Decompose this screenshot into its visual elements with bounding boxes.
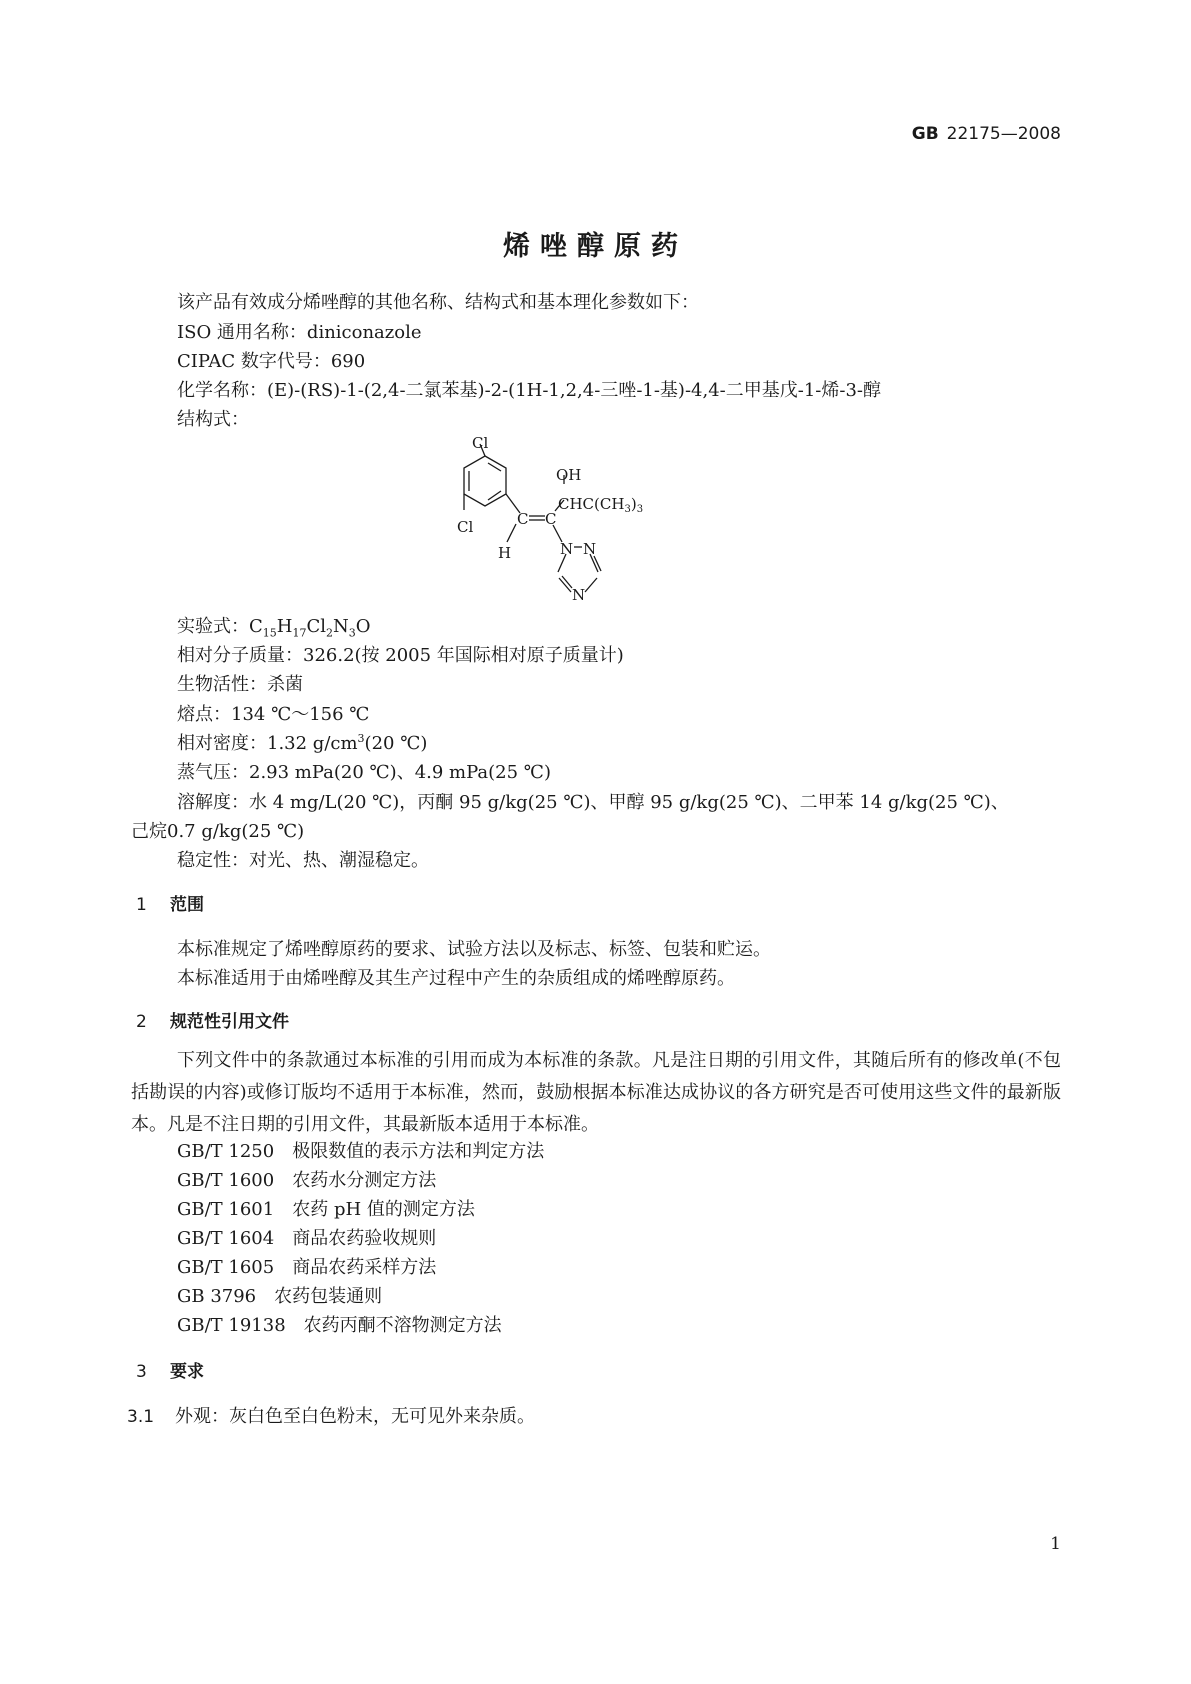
section-1-para-1: 本标准规定了烯唑醇原药的要求、试验方法以及标志、标签、包装和贮运。 — [177, 939, 771, 960]
vapor-pressure: 蒸气压：2.93 mPa(20 ℃)、4.9 mPa(25 ℃) — [177, 762, 551, 783]
molecular-mass: 相对分子质量：326.2(按 2005 年国际相对原子质量计) — [177, 645, 624, 666]
oh-label: OH — [556, 466, 582, 484]
reference-title: 农药 pH 值的测定方法 — [292, 1199, 475, 1220]
reference-title: 农药包装通则 — [274, 1286, 383, 1307]
reference-code: GB/T 1604 — [177, 1228, 275, 1249]
solubility-line-2: 己烷0.7 g/kg(25 ℃) — [131, 821, 305, 842]
triazole-n4-label: N — [572, 586, 586, 604]
clause-3-1: 3.1 外观：灰白色至白色粉末，无可见外来杂质。 — [127, 1406, 535, 1427]
h-label: H — [498, 544, 512, 562]
reference-title: 农药水分测定方法 — [292, 1170, 437, 1191]
stability: 稳定性：对光、热、潮湿稳定。 — [177, 850, 429, 871]
reference-item — [177, 1195, 475, 1221]
reference-title: 极限数值的表示方法和判定方法 — [292, 1141, 545, 1162]
reference-item — [177, 1137, 544, 1163]
reference-item — [177, 1282, 382, 1308]
standard-number: GB 22175—2008 — [911, 124, 1061, 144]
reference-item — [177, 1253, 436, 1279]
reference-code: GB/T 1605 — [177, 1257, 275, 1278]
reference-code: GB/T 1601 — [177, 1199, 275, 1220]
reference-code: GB/T 19138 — [177, 1315, 286, 1336]
structural-formula-figure — [440, 430, 700, 605]
structure-label: 结构式： — [177, 409, 249, 430]
chemical-name: 化学名称：(E)-(RS)-1-(2,4-二氯苯基)-2-(1H-1,2,4-三唑-1-基)-4,4-二甲基戊-1-烯-3-醇 — [177, 380, 881, 401]
formula-value: $C_{15}H_{17}Cl_2N_3O$ — [249, 616, 371, 640]
intro-lead: 该产品有效成分烯唑醇的其他名称、结构式和基本理化参数如下： — [177, 292, 699, 313]
solubility-line-1: 溶解度：水 4 mg/L(20 ℃)，丙酮 95 g/kg(25 ℃)、甲醇 95 g/kg(25 ℃)、二甲苯 14 g/kg(25 ℃)、 — [177, 792, 1009, 813]
section-2-paragraph: 下列文件中的条款通过本标准的引用而成为本标准的条款。凡是注日期的引用文件，其随后所有的修改单(不包括勘误的内容)或修订版均不适用于本标准，然而，鼓励根据本标准达成协议的各方研究是否可使用这些文件的最新版本。凡是不注日期的引用文件，其最新版本适用于本标准。 — [131, 1050, 1061, 1135]
iso-common-name: ISO 通用名称：diniconazole — [177, 322, 422, 343]
melting-point: 熔点：134 ℃～156 ℃ — [177, 704, 370, 725]
reference-title: 商品农药采样方法 — [292, 1257, 437, 1278]
triazole-n1-label: N — [560, 540, 574, 558]
cl-top-label: Cl — [472, 434, 489, 452]
reference-title: 商品农药验收规则 — [292, 1228, 437, 1249]
reference-code: GB/T 1600 — [177, 1170, 275, 1191]
reference-item — [177, 1166, 436, 1192]
document-title: 烯唑醇原药 — [503, 231, 688, 262]
reference-code: GB/T 1250 — [177, 1141, 275, 1162]
vinyl-c1-label: C — [517, 510, 529, 528]
vinyl-c2-label: C — [545, 510, 557, 528]
reference-item — [177, 1224, 436, 1250]
section-1-para-2: 本标准适用于由烯唑醇及其生产过程中产生的杂质组成的烯唑醇原药。 — [177, 968, 735, 989]
section-2-heading: 2 规范性引用文件 — [136, 1012, 289, 1032]
tert-butyl-label: $CHC(CH_3)_3$ — [558, 495, 644, 515]
relative-density: 相对密度：1.32 $g/cm^3(20$ ℃) — [177, 732, 428, 754]
empirical-formula: 实验式：$C_{15}H_{17}Cl_2N_3O$ — [177, 616, 371, 640]
cipac-code: CIPAC 数字代号：690 — [177, 351, 366, 372]
reference-code: GB 3796 — [177, 1286, 257, 1307]
triazole-n2-label: N — [583, 540, 597, 558]
reference-title: 农药丙酮不溶物测定方法 — [303, 1315, 502, 1336]
bioactivity: 生物活性：杀菌 — [177, 674, 303, 695]
page-number: 1 — [1050, 1534, 1061, 1554]
cl-left-label: Cl — [457, 518, 474, 536]
section-1-heading: 1 范围 — [136, 895, 204, 915]
section-3-heading: 3 要求 — [136, 1362, 204, 1382]
reference-item — [177, 1311, 502, 1337]
